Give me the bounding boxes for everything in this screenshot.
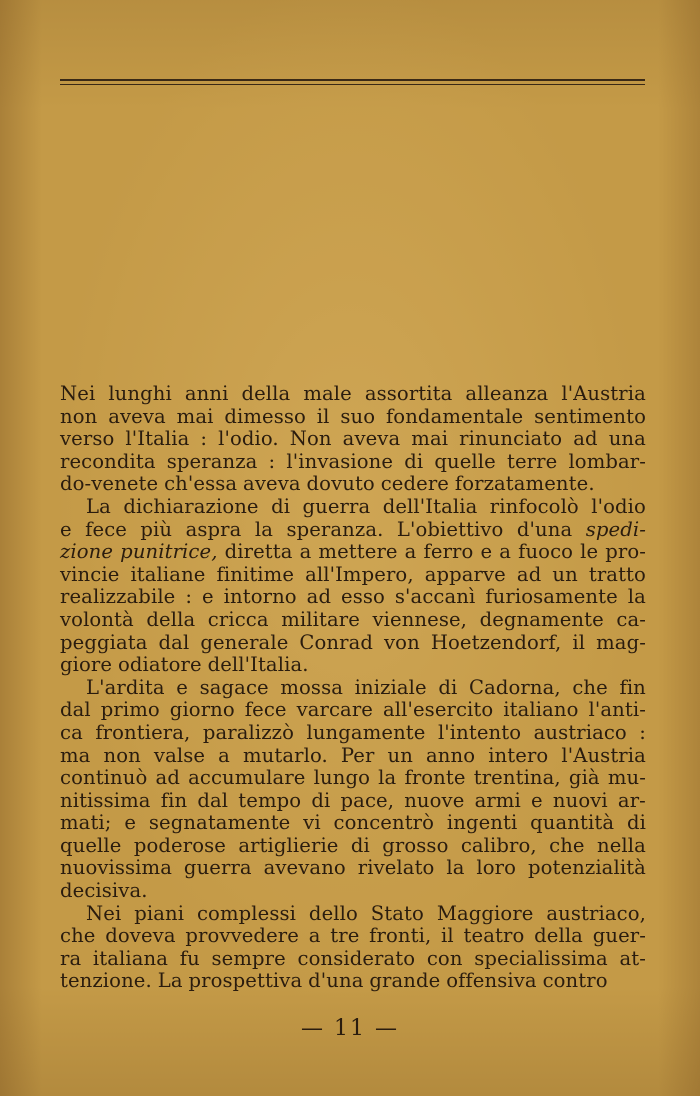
text-line: zione punitrice, diretta a mettere a ferro e a fuoco le pro- bbox=[60, 540, 646, 564]
text-line: nitissima fin dal tempo di pace, nuove armi e nuovi ar- bbox=[60, 788, 646, 812]
text-line: e fece più aspra la speranza. L'obiettivo d'una spedi- bbox=[60, 517, 646, 541]
header-rule-thin bbox=[60, 84, 645, 85]
text-line: ca frontiera, paralizzò lungamente l'intento austriaco : bbox=[60, 720, 646, 744]
text-line: realizzabile : e intorno ad esso s'accanì furiosamente la bbox=[60, 585, 646, 609]
text-line: recondita speranza : l'invasione di quelle terre lombar- bbox=[60, 449, 646, 473]
header-rule-thick bbox=[60, 79, 645, 81]
text-line: non aveva mai dimesso il suo fondamentale sentimento bbox=[60, 404, 646, 428]
text-line: quelle poderose artiglierie di grosso calibro, che nella bbox=[60, 833, 646, 857]
text-line: ra italiana fu sempre considerato con specialissima at- bbox=[60, 946, 646, 970]
text-line: Nei lunghi anni della male assortita alleanza l'Austria bbox=[60, 382, 646, 405]
text-line: continuò ad accumulare lungo la fronte trentina, già mu- bbox=[60, 766, 646, 790]
text-line: volontà della cricca militare viennese, degnamente ca- bbox=[60, 607, 646, 631]
text-line: dal primo giorno fece varcare all'esercito italiano l'anti- bbox=[60, 698, 646, 722]
body-text bbox=[60, 383, 646, 993]
text-line: peggiata dal generale Conrad von Hoetzendorf, il mag- bbox=[60, 630, 646, 654]
text-line: L'ardita e sagace mossa iniziale di Cadorna, che fin bbox=[86, 675, 646, 699]
text-line: che doveva provvedere a tre fronti, il teatro della guer- bbox=[60, 924, 646, 948]
text-line: La dichiarazione di guerra dell'Italia rinfocolò l'odio bbox=[86, 494, 646, 518]
text-line: verso l'Italia : l'odio. Non aveva mai rinunciato ad una bbox=[60, 427, 646, 451]
text-line: do-venete ch'essa aveva dovuto cedere forzatamente. bbox=[60, 472, 595, 496]
text-line: mati; e segnatamente vi concentrò ingenti quantità di bbox=[60, 811, 646, 835]
text-line: decisiva. bbox=[60, 879, 148, 903]
text-line: giore odiatore dell'Italia. bbox=[60, 653, 309, 677]
text-line: nuovissima guerra avevano rivelato la loro potenzialità bbox=[60, 856, 646, 880]
text-line: ma non valse a mutarlo. Per un anno intero l'Austria bbox=[60, 743, 646, 767]
text-line: vincie italiane finitime all'Impero, apparve ad un tratto bbox=[60, 562, 646, 586]
text-line: Nei piani complessi dello Stato Maggiore austriaco, bbox=[86, 901, 646, 925]
text-line: tenzione. La prospettiva d'una grande offensiva contro bbox=[60, 969, 608, 993]
page-number: — 11 — bbox=[301, 1016, 399, 1041]
